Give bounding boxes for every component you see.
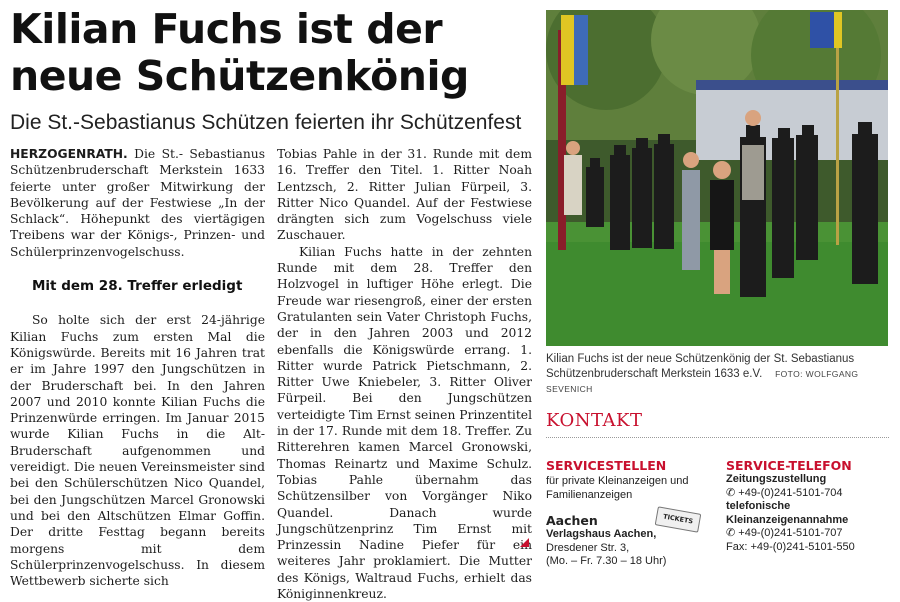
office-hours: (Mo. – Fr. 7.30 – 18 Uhr) <box>546 555 667 567</box>
photo-illustration <box>546 10 888 346</box>
body-paragraph-4: Kilian Fuchs hatte in der zehnten Runde mit dem 28. Treffer den Holzvogel in luftiger Höhe erlegt. Die Freude war riesengroß, einer der ersten Gratulanten sein Vater Christoph Fuchs, der in den Jahren 2003 und 2012 ebenfalls die Königswürde errang. 1. Ritter wurde Patrick Pietschmann, 2. Ritter Uwe Kniebeler, 3. Ritter Oliver Fürpeil. Bei den Jungschützen verteidigte Tim Ernst seinen Prinzentitel in der 17. Runde mit dem 18. Treffer. Zu Ritterehren kamen Marcel Gronowski, Thomas Reinartz und Maxime Schulz. Tobias Pahle übernahm das Schützensilber von Vorgänger Niko Quandel. Danach wurde Jungschützenprinz Tim Ernst mit Prinzessin Nadine Piefer für ein weiteres Jahr proklamiert. Die Mutter des Königs, Waltraud Fuchs, erhielt das Königinnenkreuz. <box>277 244 532 602</box>
fax-number: Fax: +49-(0)241-5101-550 <box>726 540 855 553</box>
delivery-label: Zeitungszustellung <box>726 473 827 485</box>
servicestellen-subtitle: für private Kleinanzeigen und Familienanzeigen <box>546 475 689 501</box>
delivery-number: ✆ +49-(0)241-5101-704 <box>726 486 843 499</box>
kontakt-title: KONTAKT <box>546 410 643 431</box>
body-paragraph-2: So holte sich der erst 24-jährige Kilian Fuchs zum ersten Mal die Königswürde. Bereits mit 16 Jahren trat er im Jahre 1997 den Jungschützen in der Bruderschaft bei. In den Jahren 2007 und 2010 konnte Kilian Fuchs die Prinzenwürde erringen. Im Januar 2015 wurde Kilian Fuchs in die Alt-Bruderschaft aufgenommen und vereidigt. Die neuen Vereinsmeister sind bei den Schülerschützen Nico Quandel, bei den Jungschützen Marcel Gronowski und bei den Altschützen Elmar Goffin. Der dritte Festtag begann bereits morgens mit dem Schülerprinzenvogelschuss. In diesem Wettbewerb sicherte sich <box>10 313 265 589</box>
article-column-1 <box>10 146 265 589</box>
article-column-2 <box>277 146 532 602</box>
headline-line-1: Kilian Fuchs ist der <box>10 5 443 53</box>
office-street: Dresdener Str. 3, <box>546 541 630 554</box>
subheadline: Die St.-Sebastianus Schützen feierten ihr Schützenfest <box>10 111 522 134</box>
ads-label-2: Kleinanzeigenannahme <box>726 513 849 526</box>
service-telefon-title: SERVICE-TELEFON <box>726 458 852 473</box>
office-city: Aachen <box>546 513 598 528</box>
dateline: HERZOGENRATH. <box>10 147 128 161</box>
servicestellen-title: SERVICESTELLEN <box>546 458 667 473</box>
ads-label-1: telefonische <box>726 500 791 512</box>
article-end-mark <box>520 538 529 547</box>
lead-text: Die St.- Sebastianus Schützenbruderschaft Merkstein 1633 feierte unter großer Mitwirkung der Bevölkerung auf der Festwiese „In der Schlack“. Höhepunkt des viertägigen Treibens war der Königs-, Prinzen- und Schülerprinzenvogelschuss. <box>10 147 265 259</box>
lead-paragraph <box>10 146 265 260</box>
headline <box>10 6 530 100</box>
photo-credit: FOTO: WOLFGANG SEVENICH <box>546 369 859 394</box>
caption-text: Kilian Fuchs ist der neue Schützenkönig der St. Sebastianus Schützenbruderschaft Merkstein 1633 e.V. <box>546 353 855 380</box>
article-photo <box>546 10 888 346</box>
photo-caption <box>546 352 891 397</box>
headline-line-2: neue Schützenkönig <box>10 52 469 100</box>
service-telefon-box <box>726 458 891 554</box>
office-name: Verlagshaus Aachen, <box>546 528 657 540</box>
ads-number: ✆ +49-(0)241-5101-707 <box>726 527 843 539</box>
ticket-icon: TICKETS <box>655 506 702 532</box>
crosshead: Mit dem 28. Treffer erledigt <box>32 278 243 295</box>
servicestellen-box <box>546 458 716 502</box>
body-paragraph-3: Tobias Pahle in der 31. Runde mit dem 16. Treffer den Titel. 1. Ritter Noah Lentzsch, 2. Ritter Julian Fürpeil, 3. Ritter Nico Quandel. Auf der Festwiese drängten sich zum Vogelschuss viele Zuschauer. <box>277 147 532 243</box>
kontakt-divider <box>546 437 889 438</box>
